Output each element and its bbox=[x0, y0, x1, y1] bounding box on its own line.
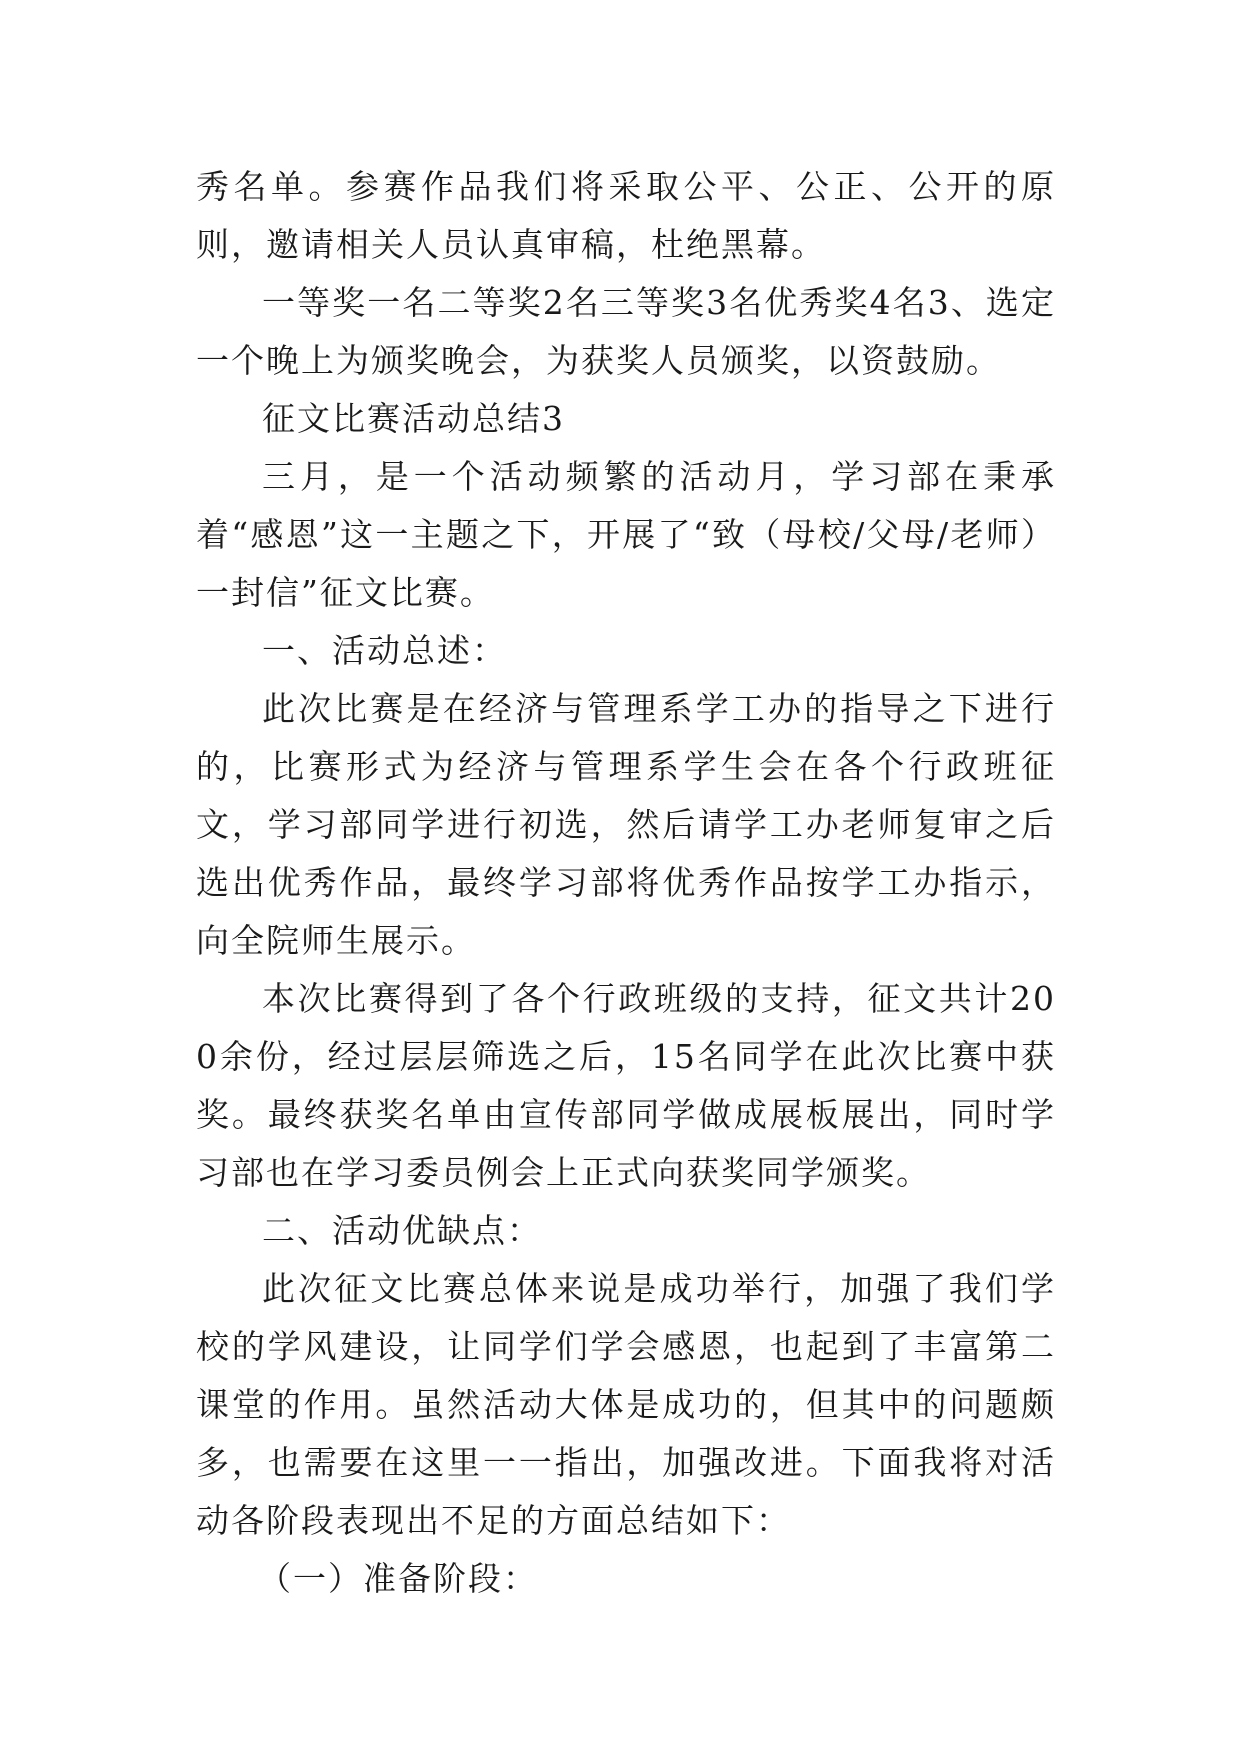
subheading-preparation: （一）准备阶段： bbox=[258, 1559, 538, 1598]
document-body bbox=[196, 158, 1056, 1608]
subheading-pros-cons: 二、活动优缺点： bbox=[262, 1211, 542, 1250]
paragraph-evaluation: 此次征文比赛总体来说是成功举行，加强了我们学校的学风建设，让同学们学会感恩，也起到了丰富第二课堂的作用。虽然活动大体是成功的，但其中的问题颇多，也需要在这里一一指出，加强改进。下面我将对活动各阶段表现出不足的方面总结如下： bbox=[196, 1269, 1056, 1540]
subheading-overview: 一、活动总述： bbox=[262, 631, 507, 670]
paragraph-intro: 三月，是一个活动频繁的活动月，学习部在秉承着“感恩”这一主题之下，开展了“致（母校/父母/老师）一封信”征文比赛。 bbox=[196, 457, 1056, 612]
paragraph-overview: 此次比赛是在经济与管理系学工办的指导之下进行的，比赛形式为经济与管理系学生会在各个行政班征文，学习部同学进行初选，然后请学工办老师复审之后选出优秀作品，最终学习部将优秀作品按学工办指示，向全院师生展示。 bbox=[196, 689, 1056, 960]
paragraph-awards: 一等奖一名二等奖2名三等奖3名优秀奖4名3、选定一个晚上为颁奖晚会，为获奖人员颁奖，以资鼓励。 bbox=[196, 283, 1056, 380]
paragraph-results: 本次比赛得到了各个行政班级的支持，征文共计200余份，经过层层筛选之后，15名同学在此次比赛中获奖。最终获奖名单由宣传部同学做成展板展出，同时学习部也在学习委员例会上正式向获奖同学颁奖。 bbox=[196, 979, 1056, 1192]
section-heading: 征文比赛活动总结3 bbox=[262, 399, 565, 438]
paragraph-continuation: 秀名单。参赛作品我们将采取公平、公正、公开的原则，邀请相关人员认真审稿，杜绝黑幕。 bbox=[196, 167, 1056, 264]
